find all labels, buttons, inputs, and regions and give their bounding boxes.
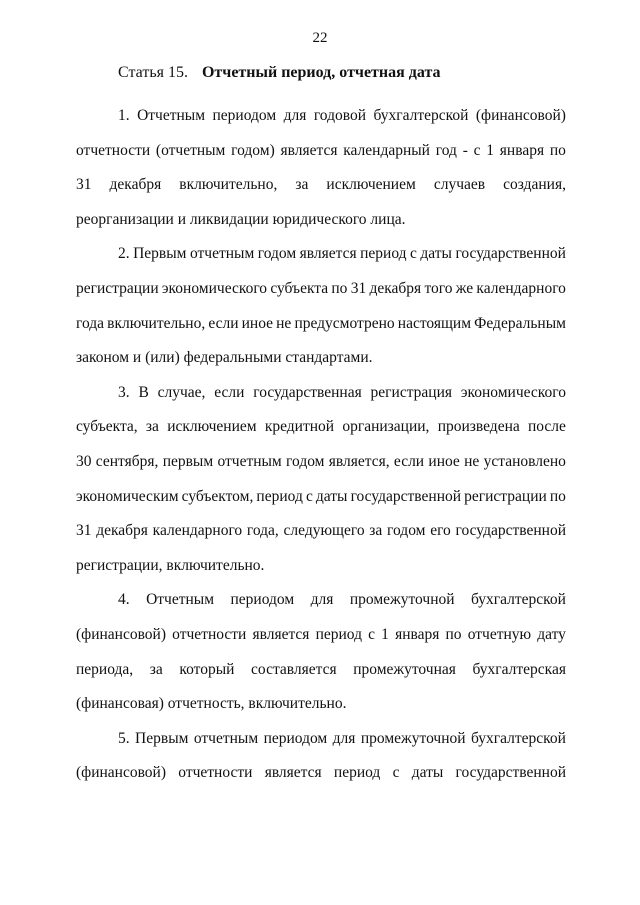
text-line: субъекта, за исключением кредитной организации, произведена после bbox=[76, 418, 566, 436]
article-body bbox=[76, 99, 566, 791]
text-line: периода, за который составляется промежуточная бухгалтерская bbox=[76, 660, 566, 678]
article-number: Статья 15. bbox=[118, 64, 188, 81]
text-line: законом и (или) федеральными стандартами. bbox=[76, 349, 373, 367]
page-number: 22 bbox=[312, 30, 328, 46]
text-line: года включительно, если иное не предусмотрено настоящим Федеральным bbox=[76, 314, 566, 332]
text-line: 31 декабря календарного года, следующего за годом его государственной bbox=[76, 522, 566, 540]
text-line: отчетности (отчетным годом) является календарный год - с 1 января по bbox=[76, 141, 566, 159]
text-line: 30 сентября, первым отчетным годом является, если иное не установлено bbox=[76, 452, 566, 470]
paragraph-5 bbox=[76, 722, 566, 791]
paragraph-1 bbox=[76, 99, 566, 237]
text-line: (финансовая) отчетность, включительно. bbox=[76, 695, 347, 713]
text-line: 2. Первым отчетным годом является период с даты государственной bbox=[118, 245, 566, 263]
text-line: 31 декабря включительно, за исключением случаев создания, bbox=[76, 176, 566, 194]
text-line: 4. Отчетным периодом для промежуточной бухгалтерской bbox=[118, 591, 566, 609]
text-line: экономическим субъектом, период с даты государственной регистрации по bbox=[76, 487, 566, 505]
article-heading bbox=[118, 64, 441, 82]
paragraph-2 bbox=[76, 237, 566, 375]
paragraph-3 bbox=[76, 376, 566, 584]
text-line: 3. В случае, если государственная регистрация экономического bbox=[118, 383, 566, 401]
text-line: 5. Первым отчетным периодом для промежуточной бухгалтерской bbox=[118, 729, 566, 747]
text-line: реорганизации и ликвидации юридического лица. bbox=[76, 210, 406, 228]
text-line: 1. Отчетным периодом для годовой бухгалтерской (финансовой) bbox=[118, 107, 566, 124]
text-line: регистрации, включительно. bbox=[76, 556, 265, 574]
text-line: регистрации экономического субъекта по 31 декабря того же календарного bbox=[76, 279, 566, 297]
text-line: (финансовой) отчетности является период с 1 января по отчетную дату bbox=[76, 625, 566, 643]
paragraph-4 bbox=[76, 583, 566, 721]
article-title: Отчетный период, отчетная дата bbox=[201, 64, 441, 81]
text-line: (финансовой) отчетности является период с даты государственной bbox=[76, 764, 566, 782]
